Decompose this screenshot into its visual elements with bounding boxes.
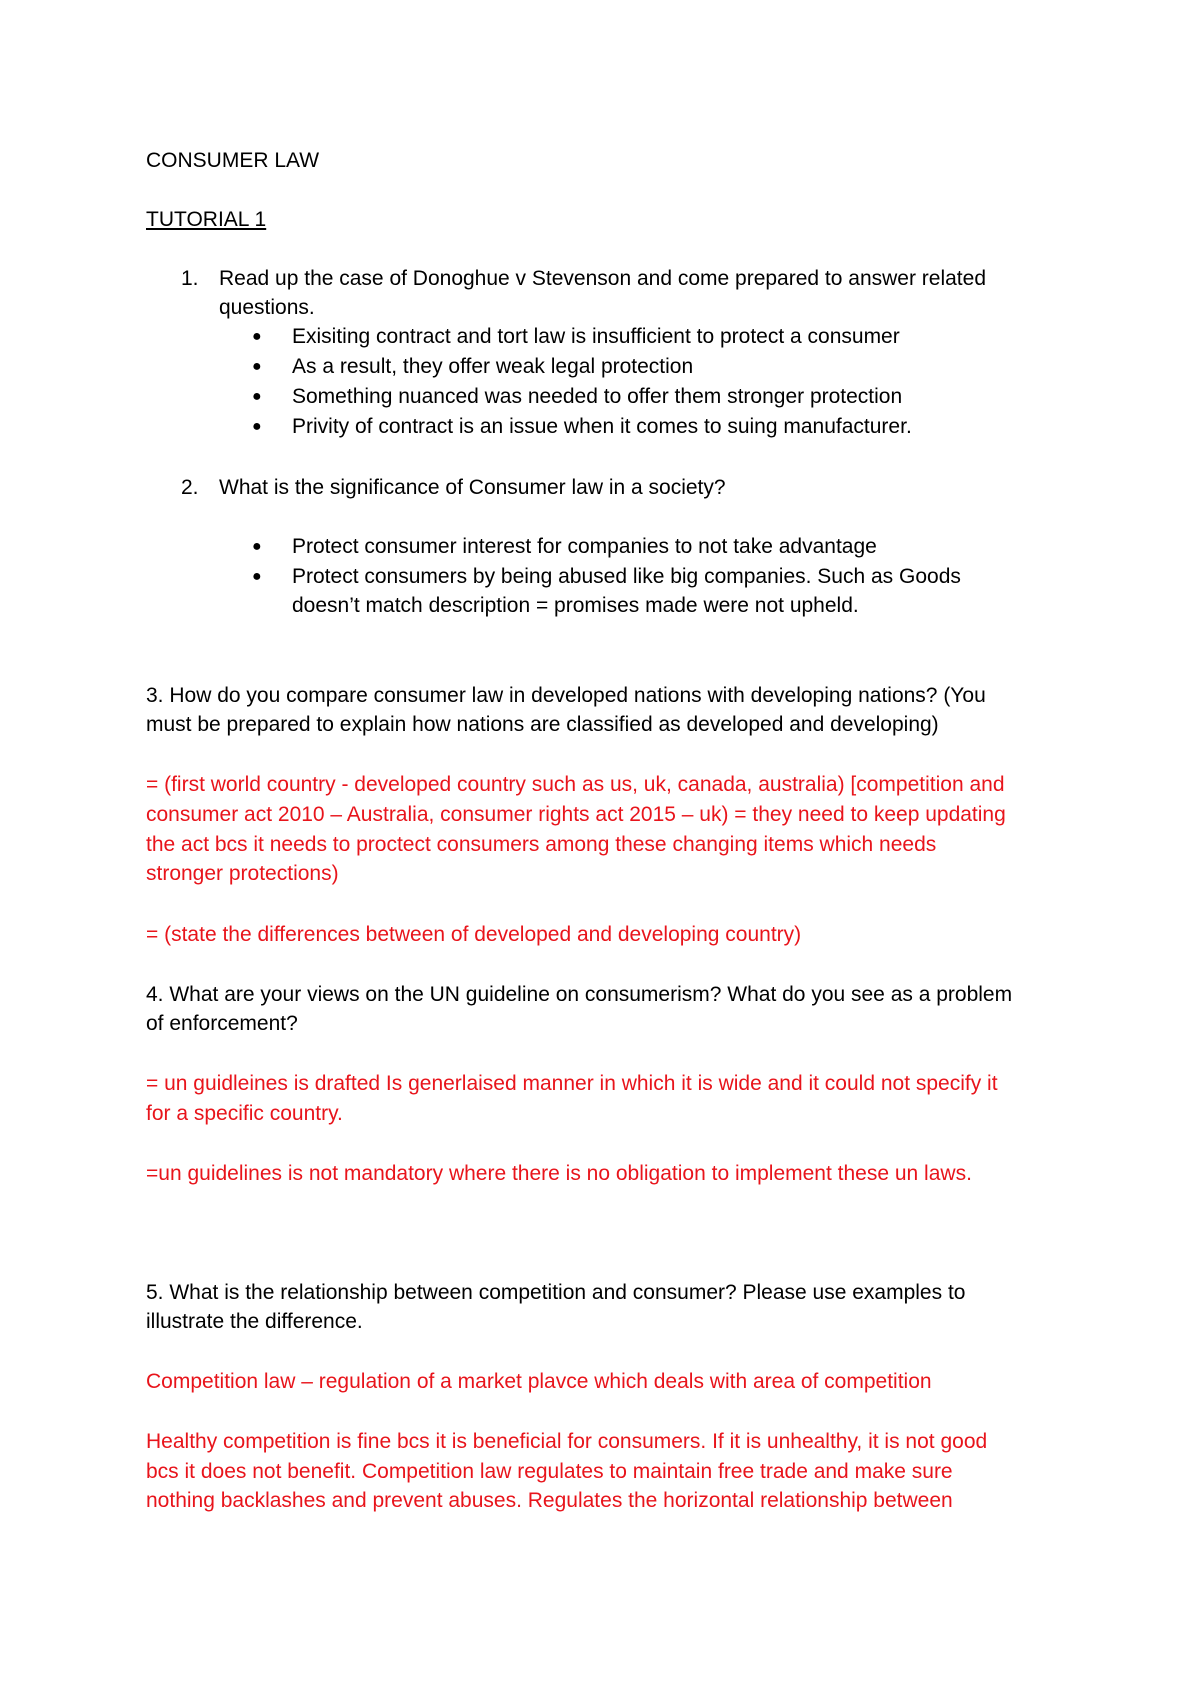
q1-bullet-3: Something nuanced was needed to offer them stronger protection <box>292 385 903 408</box>
q5-answer-1: Competition law – regulation of a market plavce which deals with area of competition <box>146 1370 932 1393</box>
q3-answer-2: = (state the differences between of developed and developing country) <box>146 923 802 946</box>
q2-bullet-1: Protect consumer interest for companies to not take advantage <box>292 535 877 558</box>
q4-text-line-1: 4. What are your views on the UN guideline on consumerism? What do you see as a problem <box>146 983 1013 1006</box>
q4-text-line-2: of enforcement? <box>146 1012 298 1035</box>
q3-answer-line-2: consumer act 2010 – Australia, consumer rights act 2015 – uk) = they need to keep updating <box>146 803 1006 826</box>
bullet-icon: ● <box>252 538 262 555</box>
bullet-icon: ● <box>252 568 262 585</box>
bullet-icon: ● <box>252 328 262 345</box>
q5-text-line-1: 5. What is the relationship between competition and consumer? Please use examples to <box>146 1281 966 1304</box>
q1-text-line-2: questions. <box>219 296 315 319</box>
bullet-icon: ● <box>252 388 262 405</box>
q3-text-line-1: 3. How do you compare consumer law in developed nations with developing nations? (You <box>146 684 986 707</box>
document-title: CONSUMER LAW <box>146 149 320 172</box>
q5-text-line-2: illustrate the difference. <box>146 1310 363 1333</box>
q1-bullet-1: Exisiting contract and tort law is insufficient to protect a consumer <box>292 325 900 348</box>
q3-text-line-2: must be prepared to explain how nations are classified as developed and developing) <box>146 713 939 736</box>
q1-text-line-1: Read up the case of Donoghue v Stevenson and come prepared to answer related <box>219 267 987 290</box>
q5-answer-line-1: Healthy competition is fine bcs it is beneficial for consumers. If it is unhealthy, it is not good <box>146 1430 988 1453</box>
q1-bullet-4: Privity of contract is an issue when it comes to suing manufacturer. <box>292 415 912 438</box>
q3-answer-line-3: the act bcs it needs to proctect consumers among these changing items which needs <box>146 833 937 856</box>
q2-text: What is the significance of Consumer law in a society? <box>219 476 726 499</box>
q3-answer-line-1: = (first world country - developed country such as us, uk, canada, australia) [competition and <box>146 773 1005 796</box>
bullet-icon: ● <box>252 358 262 375</box>
q5-answer-line-3: nothing backlashes and prevent abuses. Regulates the horizontal relationship between <box>146 1489 953 1512</box>
q4-answer-line-1: = un guidleines is drafted Is generlaised manner in which it is wide and it could not specify it <box>146 1072 998 1095</box>
q3-answer-line-4: stronger protections) <box>146 862 339 885</box>
q2-bullet-2: Protect consumers by being abused like big companies. Such as Goods <box>292 565 961 588</box>
bullet-icon: ● <box>252 418 262 435</box>
q2-number: 2. <box>181 476 199 499</box>
q1-number: 1. <box>181 267 199 290</box>
q2-bullet-2-continued: doesn’t match description = promises made were not upheld. <box>292 594 859 617</box>
q4-answer-2: =un guidelines is not mandatory where there is no obligation to implement these un laws. <box>146 1162 972 1185</box>
q5-answer-line-2: bcs it does not benefit. Competition law regulates to maintain free trade and make sure <box>146 1460 953 1483</box>
q4-answer-line-2: for a specific country. <box>146 1102 343 1125</box>
tutorial-heading: TUTORIAL 1 <box>146 208 267 231</box>
q1-bullet-2: As a result, they offer weak legal protection <box>292 355 694 378</box>
